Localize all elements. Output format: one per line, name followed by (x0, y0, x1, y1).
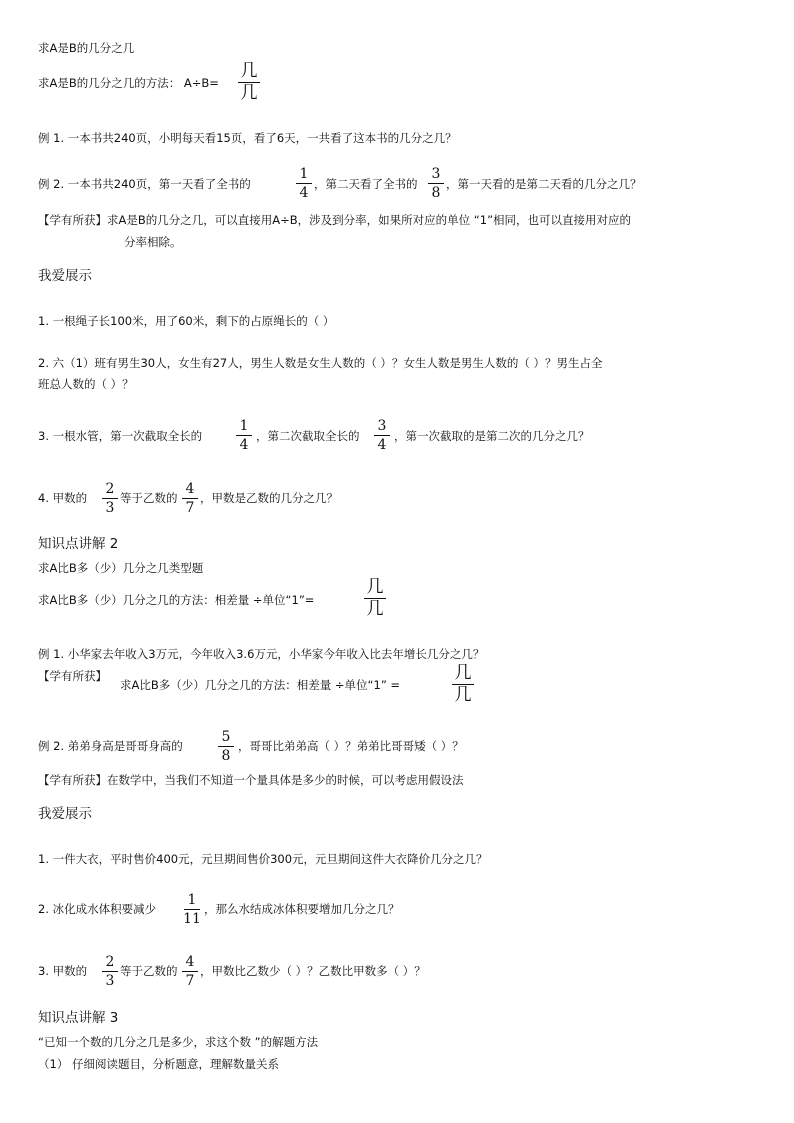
example-2-end: ，哥哥比弟弟高（ ）？弟弟比哥哥矮（ ）？ (238, 739, 464, 753)
learned-method: 求A比B多（少）几分之几的方法：相差量 ÷单位“1” = (120, 678, 401, 692)
question-3: 3. 一根水管，第一次截取全长的 (38, 429, 203, 443)
fraction: 2 3 (100, 954, 120, 989)
question-3-end: ，第一次截取的是第二次的几分之几？ (394, 429, 590, 443)
fraction: 5 8 (216, 729, 236, 764)
question-3-mid: 等于乙数的 (120, 964, 178, 978)
section-title: 求A比B多（少）几分之几类型题 (38, 561, 204, 575)
method-line: 求A比B多（少）几分之几的方法：相差量 ÷单位“1”= (38, 593, 315, 607)
fraction: 1 4 (234, 418, 254, 453)
question-4-mid: 等于乙数的 (120, 491, 178, 505)
step-1: （1） 仔细阅读题目，分析题意，理解数量关系 (38, 1057, 279, 1071)
question-2: 2. 六（1）班有男生30人，女生有27人，男生人数是女生人数的（ ）？女生人数是男生人数的（ ）？男生占全 (38, 356, 603, 370)
fraction: 2 3 (100, 481, 120, 516)
fraction: 4 7 (180, 481, 200, 516)
question-4: 4. 甲数的 (38, 491, 88, 505)
question-2-end: ，那么水结成冰体积要增加几分之几？ (204, 902, 400, 916)
section-heading: 我爱展示 (38, 806, 92, 822)
fraction: 几 几 (450, 664, 476, 705)
example-2-end: ，第一天看的是第二天看的几分之几？ (446, 177, 642, 191)
example-1: 例 1. 一本书共240页，小明每天看15页，看了6天，一共看了这本书的几分之几？ (38, 131, 457, 145)
question-3-end: ，甲数比乙数少（ ）？乙数比甲数多（ ）？ (200, 964, 426, 978)
section-title: 求A是B的几分之几 (38, 41, 135, 55)
fraction: 几 几 (236, 62, 262, 103)
question-4-end: ，甲数是乙数的几分之几？ (200, 491, 338, 505)
section-heading: 我爱展示 (38, 268, 92, 284)
question-3-mid: ，第二次截取全长的 (256, 429, 360, 443)
question-1: 1. 一件大衣，平时售价400元，元旦期间售价300元，元旦期间这件大衣降价几分之几？ (38, 852, 488, 866)
fraction: 4 7 (180, 954, 200, 989)
learned-note: 【学有所获】在数学中，当我们不知道一个量具体是多少的时候，可以考虑用假设法 (38, 773, 464, 787)
fraction: 1 11 (183, 892, 201, 927)
fraction: 1 4 (294, 166, 314, 201)
method-line: 求A是B的几分之几的方法： A÷B= (38, 76, 219, 90)
example-2: 例 2. 一本书共240页，第一天看了全书的 (38, 177, 251, 191)
question-3: 3. 甲数的 (38, 964, 88, 978)
fraction: 几 几 (362, 578, 388, 619)
section-heading: 知识点讲解 2 (38, 536, 119, 552)
example-2-mid: ，第二天看了全书的 (314, 177, 418, 191)
learned-note-cont: 分率相除。 (124, 235, 182, 249)
learned-note: 【学有所获】求A是B的几分之几，可以直接用A÷B，涉及到分率，如果所对应的单位 “1”相同，也可以直接用对应的 (38, 213, 632, 227)
fraction: 3 8 (426, 166, 446, 201)
learned-note: 【学有所获】 (38, 669, 107, 683)
question-2-cont: 班总人数的（ ）？ (38, 377, 134, 391)
example-1: 例 1. 小华家去年收入3万元，今年收入3.6万元，小华家今年收入比去年增长几分之几？ (38, 647, 485, 661)
example-2: 例 2. 弟弟身高是哥哥身高的 (38, 739, 183, 753)
question-2: 2. 冰化成水体积要减少 (38, 902, 157, 916)
section-heading: 知识点讲解 3 (38, 1010, 119, 1026)
section-title: “已知一个数的几分之几是多少，求这个数 ”的解题方法 (38, 1035, 319, 1049)
question-1: 1. 一根绳子长100米，用了60米，剩下的占原绳长的（ ） (38, 314, 335, 328)
fraction: 3 4 (372, 418, 392, 453)
